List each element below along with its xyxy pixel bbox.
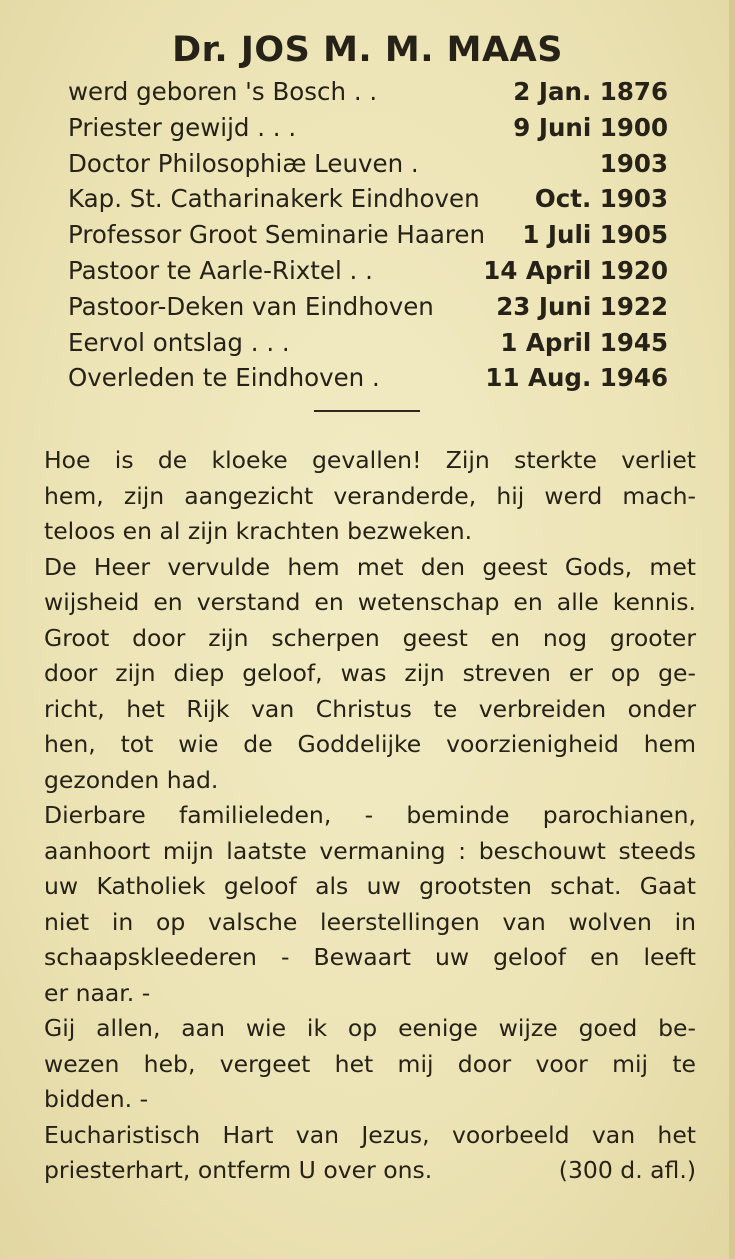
text-line <box>44 1011 696 1047</box>
timeline-date: 11 Aug. 1946 <box>485 363 668 393</box>
timeline-event: Pastoor-Deken van Eindhoven <box>68 291 434 321</box>
timeline-row <box>68 253 668 289</box>
timeline-row <box>68 74 668 110</box>
timeline-date: 2 Jan. 1876 <box>513 77 668 106</box>
timeline-event: Pastoor te Aarle-Rixtel . . <box>68 255 373 285</box>
timeline-event: Kap. St. Catharinakerk Eindhoven <box>68 184 480 214</box>
text-line: teloos en al zijn krachten bezweken. <box>44 517 473 545</box>
text-line <box>44 479 696 515</box>
text-line <box>44 1118 696 1154</box>
text-line-content: richt, het Rijk van Christus te verbreiden onder <box>44 694 696 723</box>
timeline-date: 1 April 1945 <box>500 327 668 357</box>
timeline-row <box>68 325 668 361</box>
text-line-content: hen, tot wie de Goddelijke voorzienigheid hem <box>44 730 696 758</box>
timeline-event: werd geboren 's Bosch . . <box>68 77 378 106</box>
text-line-content: schaapskleederen - Bewaart uw geloof en leeft <box>44 943 696 971</box>
text-line-content: door zijn diep geloof, was zijn streven er op ge- <box>44 659 696 687</box>
timeline-date: 9 Juni 1900 <box>513 112 668 142</box>
text-line-content: wijsheid en verstand en wetenschap en alle kennis. <box>44 588 696 616</box>
timeline-row <box>68 110 668 146</box>
timeline-row <box>68 289 668 325</box>
text-line <box>44 443 696 479</box>
text-line-content: De Heer vervulde hem met den geest Gods, met <box>44 552 696 581</box>
indulgence-note: (300 d. afl.) <box>558 1156 696 1184</box>
text-line: bidden. - <box>44 1085 149 1113</box>
timeline-row <box>68 146 668 182</box>
text-line-content: priesterhart, ontferm U over ons. <box>44 1156 433 1184</box>
text-line-content: Groot door zijn scherpen geest en nog grooter <box>44 623 696 652</box>
text-line-content: uw Katholiek geloof als uw grootsten schat. Gaat <box>44 872 696 900</box>
text-line <box>44 1153 696 1189</box>
text-line <box>44 585 696 621</box>
text-line <box>44 940 696 976</box>
text-line-content: aanhoort mijn laatste vermaning : beschouwt steeds <box>44 836 696 865</box>
divider <box>314 410 420 412</box>
text-line-content: hem, zijn aangezicht veranderde, hij werd mach- <box>44 481 696 510</box>
timeline-row <box>68 360 668 396</box>
text-line <box>44 1047 696 1083</box>
timeline-date: 1903 <box>599 148 668 178</box>
text-line <box>44 798 696 834</box>
timeline-row <box>68 181 668 217</box>
text-line <box>44 834 696 870</box>
text-line-content: Eucharistisch Hart van Jezus, voorbeeld van het <box>44 1120 696 1149</box>
text-line: gezonden had. <box>44 765 219 794</box>
text-line <box>44 905 696 941</box>
timeline-event: Professor Groot Seminarie Haaren <box>68 220 486 250</box>
text-line <box>44 621 696 657</box>
text-line <box>44 692 696 728</box>
text-line <box>44 656 696 692</box>
timeline-event: Priester gewijd . . . <box>68 112 297 142</box>
text-line-content: Hoe is de kloeke gevallen! Zijn sterkte verliet <box>44 446 696 474</box>
text-line-content: wezen heb, vergeet het mij door voor mij te <box>44 1049 696 1078</box>
text-line <box>44 727 696 763</box>
timeline <box>68 74 668 396</box>
timeline-date: 14 April 1920 <box>483 255 668 285</box>
text-line <box>44 869 696 905</box>
text-line-content: niet in op valsche leerstellingen van wolven in <box>44 907 696 936</box>
text-line: er naar. - <box>44 978 151 1007</box>
timeline-date: Oct. 1903 <box>534 184 668 214</box>
timeline-event: Overleden te Eindhoven . <box>68 363 380 393</box>
prayer-text <box>44 443 696 1189</box>
text-line-content: Dierbare familieleden, - beminde parochianen, <box>44 801 696 829</box>
timeline-date: 1 Juli 1905 <box>522 220 668 250</box>
timeline-row <box>68 217 668 253</box>
card-title: Dr. JOS M. M. MAAS <box>172 30 563 70</box>
timeline-event: Doctor Philosophiæ Leuven . <box>68 148 419 178</box>
text-line-content: Gij allen, aan wie ik op eenige wijze goed be- <box>44 1014 696 1042</box>
timeline-event: Eervol ontslag . . . <box>68 327 290 357</box>
timeline-date: 23 Juni 1922 <box>496 291 668 321</box>
text-line <box>44 550 696 586</box>
